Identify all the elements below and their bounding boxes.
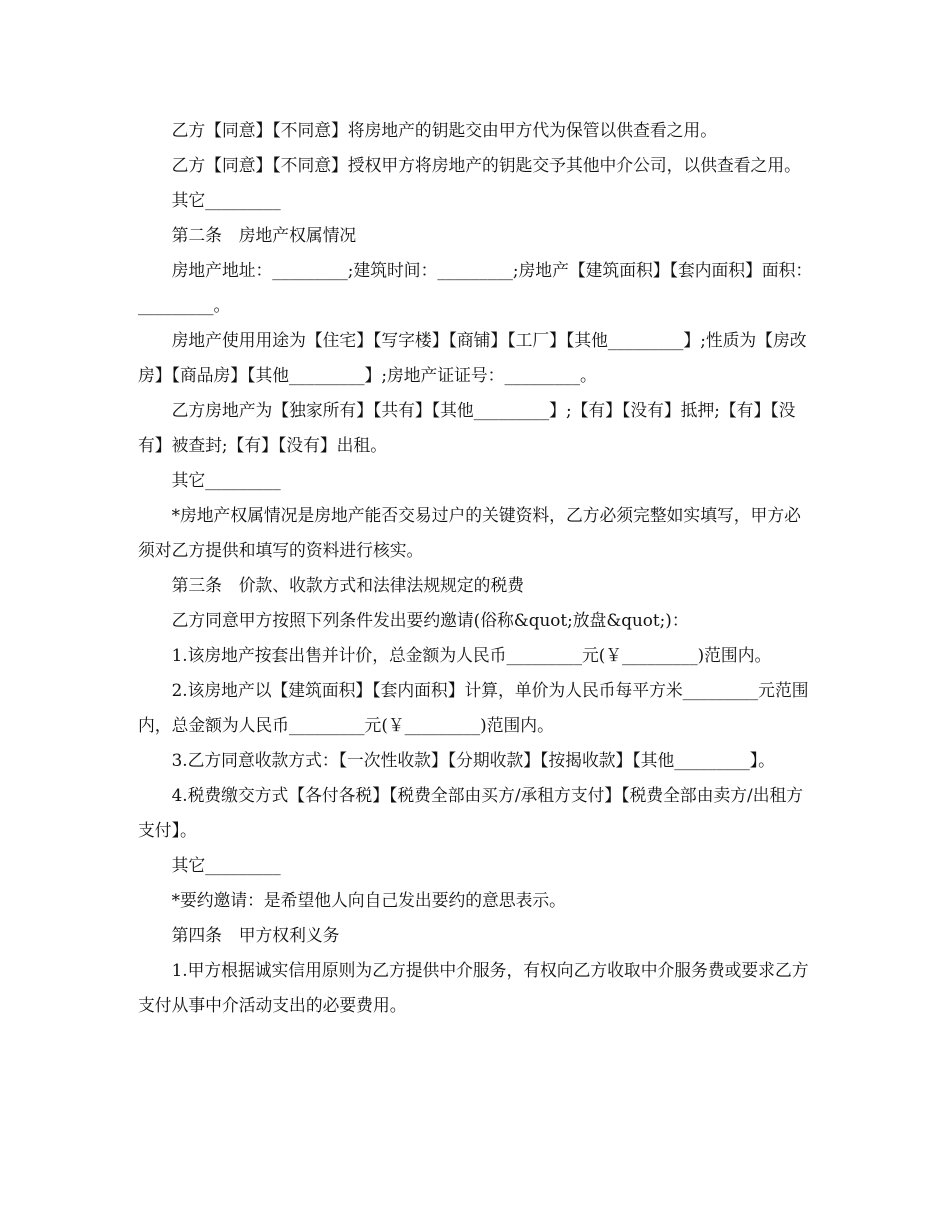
section-heading-article-4: 第四条 甲方权利义务 <box>171 925 340 945</box>
section-heading-article-2: 第二条 房地产权属情况 <box>171 225 357 245</box>
paragraph-payment-method: 3.乙方同意收款方式：【一次性收款】【分期收款】【按揭收款】【其他_________】。 <box>171 750 775 770</box>
paragraph-party-a-rights-1: 1.甲方根据诚实信用原则为乙方提供中介服务，有权向乙方收取中介服务费或要求乙方支付从事中介活动支出的必要费用。 <box>138 960 809 1015</box>
paragraph-key-custody: 乙方【同意】【不同意】将房地产的钥匙交由甲方代为保管以供查看之用。 <box>171 120 717 140</box>
paragraph-offer-invitation: 乙方同意甲方按照下列条件发出要约邀请(俗称&quot;放盘&quot;)： <box>171 610 689 630</box>
paragraph-ownership-note: *房地产权属情况是房地产能否交易过户的关键资料，乙方必须完整如实填写，甲方必须对乙方提供和填写的资料进行核实。 <box>138 505 801 560</box>
document-body <box>138 113 813 1023</box>
paragraph-tax-payment: 4.税费缴交方式【各付各税】【税费全部由买方/承租方支付】【税费全部由卖方/出租方支付】。 <box>138 785 804 840</box>
paragraph-other-3: 其它_________ <box>171 855 281 875</box>
paragraph-price-item-1: 1.该房地产按套出售并计价，总金额为人民币_________元(￥_________)范围内。 <box>171 645 772 665</box>
paragraph-property-ownership: 乙方房地产为【独家所有】【共有】【其他_________】;【有】【没有】抵押;【有】【没有】被查封;【有】【没有】出租。 <box>138 400 796 455</box>
paragraph-property-address: 房地产地址：_________;建筑时间：_________;房地产【建筑面积】【套内面积】面积：_________。 <box>138 260 813 315</box>
paragraph-price-item-2: 2.该房地产以【建筑面积】【套内面积】计算，单价为人民币每平方米_________元范围内，总金额为人民币_________元(￥_________)范围内。 <box>138 680 809 735</box>
paragraph-property-usage: 房地产使用用途为【住宅】【写字楼】【商铺】【工厂】【其他_________】;性质为【房改房】【商品房】【其他_________】;房地产证证号：_________。 <box>138 330 807 385</box>
paragraph-other-2: 其它_________ <box>171 470 281 490</box>
section-heading-article-3: 第三条 价款、收款方式和法律法规规定的税费 <box>171 575 525 595</box>
paragraph-offer-note: *要约邀请：是希望他人向自己发出要约的意思表示。 <box>171 890 566 910</box>
paragraph-key-authorization: 乙方【同意】【不同意】授权甲方将房地产的钥匙交予其他中介公司，以供查看之用。 <box>171 155 801 175</box>
paragraph-other-1: 其它_________ <box>171 190 281 210</box>
